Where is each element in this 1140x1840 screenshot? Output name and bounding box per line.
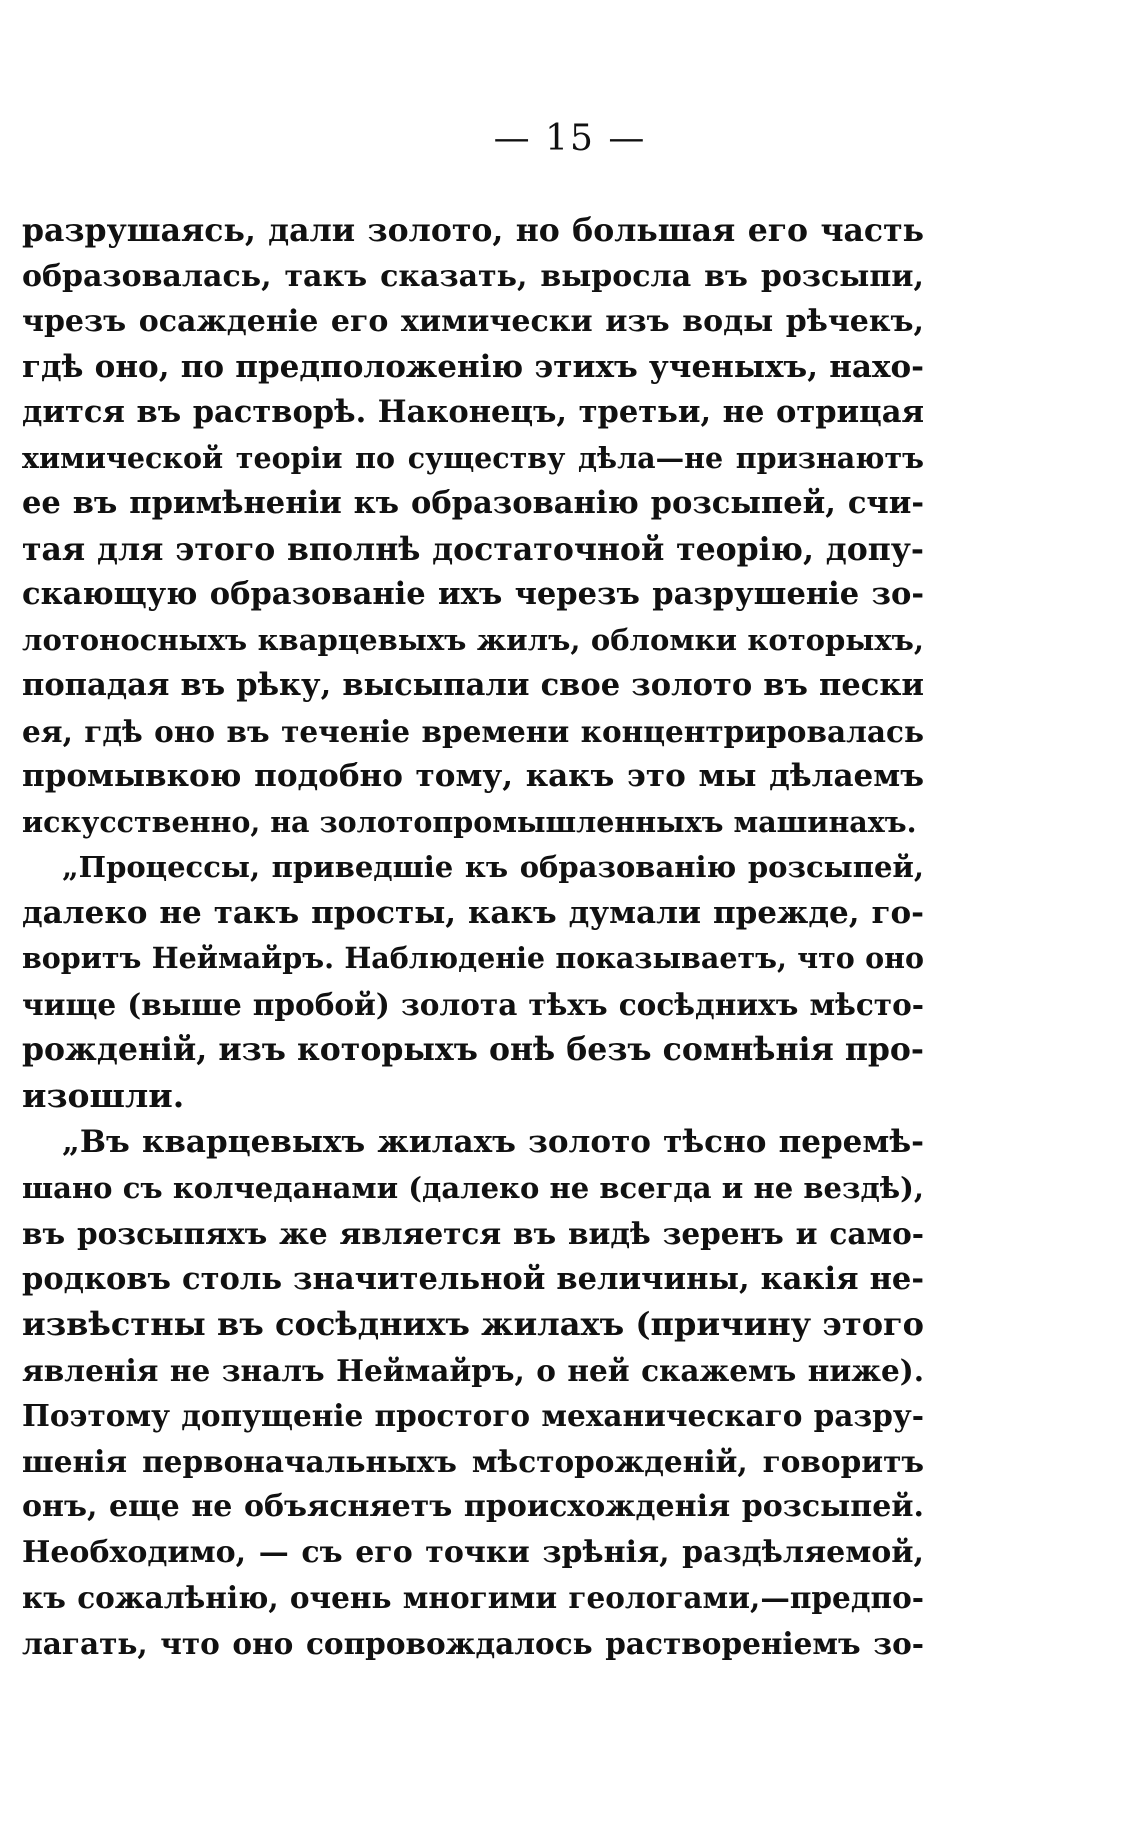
text-line: попадая въ рѣку, высыпали свое золото въ пески xyxy=(22,667,924,703)
text-line: лагать, что оно сопровождалось раствореніемъ зо- xyxy=(22,1625,924,1661)
text-line: химической теоріи по существу дѣла—не признаютъ xyxy=(22,440,924,475)
text-line: родковъ столь значительной величины, какія не- xyxy=(22,1260,924,1297)
body-text xyxy=(22,208,924,1666)
page-number: — 15 — xyxy=(493,118,647,159)
text-line: „Процессы, приведшіе къ образованію розсыпей, xyxy=(62,850,924,884)
text-line: рожденій, изъ которыхъ онѣ безъ сомнѣнія про- xyxy=(22,1031,924,1068)
text-line: гдѣ оно, по предположенію этихъ ученыхъ, нахо- xyxy=(22,348,924,385)
text-line: образовалась, такъ сказать, выросла въ розсыпи, xyxy=(22,258,924,294)
text-line: явленія не зналъ Неймайръ, о ней скажемъ ниже). xyxy=(22,1352,924,1388)
text-line: дится въ растворѣ. Наконецъ, третьи, не отрицая xyxy=(22,394,924,430)
text-line: тая для этого вполнѣ достаточной теорію, допу- xyxy=(22,530,924,568)
text-line: разрушаясь, дали золото, но большая его часть xyxy=(22,212,924,249)
text-line: въ розсыпяхъ же является въ видѣ зеренъ и само- xyxy=(22,1216,924,1251)
text-line: лотоносныхъ кварцевыхъ жилъ, обломки которыхъ, xyxy=(22,622,924,657)
text-line: искусственно, на золотопромышленныхъ машинахъ. xyxy=(22,804,917,839)
text-line: промывкою подобно тому, какъ это мы дѣлаемъ xyxy=(22,758,924,794)
text-line: Необходимо, — съ его точки зрѣнія, раздѣляемой, xyxy=(22,1534,924,1570)
text-line: скающую образованіе ихъ черезъ разрушеніе зо- xyxy=(22,576,924,612)
text-line: къ сожалѣнію, очень многими геологами,—предпо- xyxy=(22,1580,924,1615)
text-line: шенія первоначальныхъ мѣсторожденій, говоритъ xyxy=(22,1443,924,1479)
text-line: шано съ колчеданами (далеко не всегда и не вездѣ), xyxy=(22,1170,924,1205)
text-line: далеко не такъ просты, какъ думали прежде, го- xyxy=(22,894,924,931)
text-line: изошли. xyxy=(22,1075,185,1115)
text-line: онъ, еще не объясняетъ происхожденія розсыпей. xyxy=(22,1489,924,1524)
text-line: ея, гдѣ оно въ теченіе времени концентрировалась xyxy=(22,713,924,749)
text-line: Поэтому допущеніе простого механическаго разру- xyxy=(22,1398,924,1433)
text-line: „Въ кварцевыхъ жилахъ золото тѣсно перемѣ- xyxy=(62,1124,924,1160)
text-line: чище (выше пробой) золота тѣхъ сосѣднихъ мѣсто- xyxy=(22,986,924,1022)
text-line: извѣстны въ сосѣднихъ жилахъ (причину этого xyxy=(22,1305,924,1343)
text-line: чрезъ осажденіе его химически изъ воды рѣчекъ, xyxy=(22,304,924,339)
text-line: воритъ Неймайръ. Наблюденіе показываетъ, что оно xyxy=(22,941,924,975)
text-line: ее въ примѣненіи къ образованію розсыпей, счи- xyxy=(22,485,924,521)
